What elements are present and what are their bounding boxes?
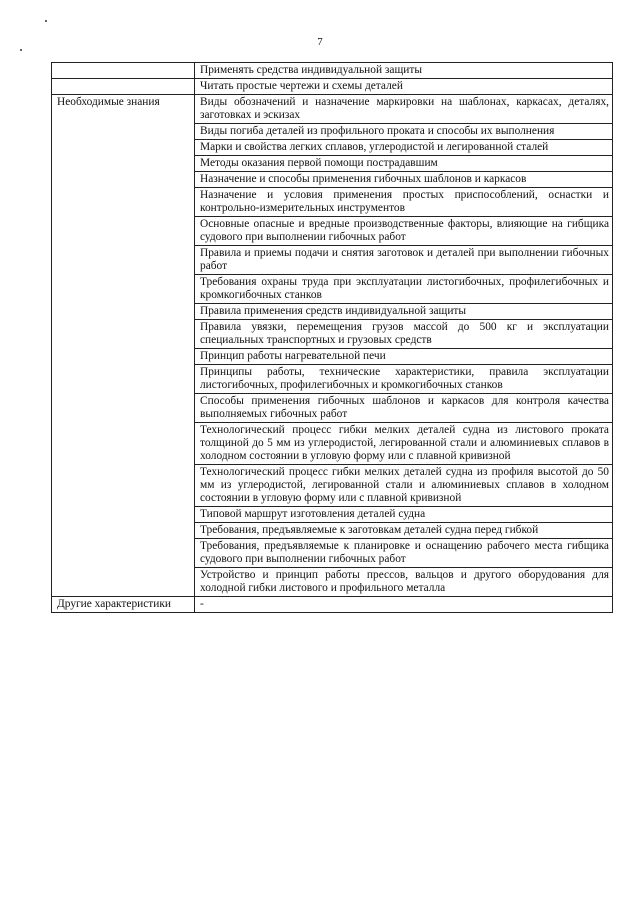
table-row xyxy=(52,79,613,95)
knowledge-item: Основные опасные и вредные производственные факторы, влияющие на гибщика судового при выполнении гибочных работ xyxy=(195,217,613,246)
knowledge-item: Технологический процесс гибки мелких деталей судна из профиля высотой до 50 мм из углеродистой, легированной стали и алюминиевых сплавов в холодном состоянии в угловую форму или с плавной кривизной xyxy=(195,465,613,507)
knowledge-item: Устройство и принцип работы прессов, вальцов и другого оборудования для холодной гибки листового и профильного металла xyxy=(195,568,613,597)
table-row xyxy=(52,95,613,124)
page-number: 7 xyxy=(317,36,323,48)
knowledge-item: Методы оказания первой помощи пострадавшим xyxy=(195,156,613,172)
knowledge-item: Правила и приемы подачи и снятия заготовок и деталей при выполнении гибочных работ xyxy=(195,246,613,275)
label-cell-empty xyxy=(52,63,195,79)
knowledge-item: Марки и свойства легких сплавов, углеродистой и легированной сталей xyxy=(195,140,613,156)
knowledge-label: Необходимые знания xyxy=(52,95,195,597)
knowledge-item: Виды погиба деталей из профильного проката и способы их выполнения xyxy=(195,124,613,140)
scan-speck xyxy=(20,49,22,51)
knowledge-item: Типовой маршрут изготовления деталей судна xyxy=(195,507,613,523)
knowledge-item: Требования, предъявляемые к заготовкам деталей судна перед гибкой xyxy=(195,523,613,539)
knowledge-item: Требования, предъявляемые к планировке и оснащению рабочего места гибщика судового при выполнении гибочных работ xyxy=(195,539,613,568)
knowledge-item: Способы применения гибочных шаблонов и каркасов для контроля качества выполняемых гибочных работ xyxy=(195,394,613,423)
other-characteristics-value: - xyxy=(195,597,613,613)
scan-speck xyxy=(45,20,47,22)
knowledge-item: Принцип работы нагревательной печи xyxy=(195,349,613,365)
knowledge-item: Правила увязки, перемещения грузов массой до 500 кг и эксплуатации специальных транспортных и грузовых средств xyxy=(195,320,613,349)
knowledge-item: Правила применения средств индивидуальной защиты xyxy=(195,304,613,320)
knowledge-item: Требования охраны труда при эксплуатации листогибочных, профилегибочных и кромкогибочных станков xyxy=(195,275,613,304)
knowledge-item: Виды обозначений и назначение маркировки на шаблонах, каркасах, деталях, заготовках и эскизах xyxy=(195,95,613,124)
skill-item: Читать простые чертежи и схемы деталей xyxy=(195,79,613,95)
requirements-table xyxy=(51,62,613,613)
knowledge-item: Технологический процесс гибки мелких деталей судна из листового проката толщиной до 5 мм из углеродистой, легированной стали и алюминиевых сплавов в холодном состоянии в угловую форму или с плавной кривизной xyxy=(195,423,613,465)
label-cell-empty xyxy=(52,79,195,95)
skill-item: Применять средства индивидуальной защиты xyxy=(195,63,613,79)
knowledge-item: Назначение и способы применения гибочных шаблонов и каркасов xyxy=(195,172,613,188)
table-row xyxy=(52,597,613,613)
other-characteristics-label: Другие характеристики xyxy=(52,597,195,613)
knowledge-item: Принципы работы, технические характеристики, правила эксплуатации листогибочных, профилегибочных и кромкогибочных станков xyxy=(195,365,613,394)
knowledge-item: Назначение и условия применения простых приспособлений, оснастки и контрольно-измерительных инструментов xyxy=(195,188,613,217)
table-row xyxy=(52,63,613,79)
